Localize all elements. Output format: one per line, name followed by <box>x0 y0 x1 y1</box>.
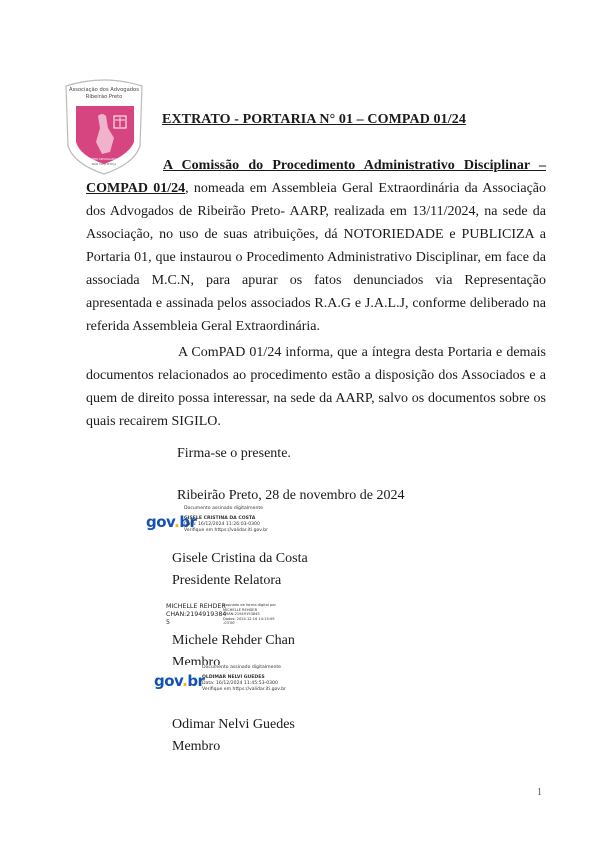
signer-role-3: Membro <box>172 739 221 754</box>
document-title: EXTRATO - PORTARIA N° 01 – COMPAD 01/24 <box>162 112 466 127</box>
stamp-header: Documento assinado digitalmente <box>202 665 281 670</box>
stamp-left-3: 5 <box>166 619 171 626</box>
logo-motto-1: SEM ADVOGADO <box>91 157 117 161</box>
signer-name-2: Michele Rehder Chan <box>172 633 295 648</box>
stamp-left-1: MICHELLE REHDER <box>166 603 226 610</box>
logo-org-bottom: Ribeirão Preto <box>85 94 123 100</box>
stamp-right-3: CHAN:21949193845 <box>223 612 260 617</box>
paragraph-1 <box>86 154 546 338</box>
stamp-header: Documento assinado digitalmente <box>184 506 263 511</box>
stamp-left-2: CHAN:2194919384 <box>166 611 227 618</box>
stamp-right-5: -03'00' <box>223 621 236 626</box>
paragraph-2: A ComPAD 01/24 informa, que a íntegra desta Portaria e demais documentos relacionados ao procedimento estão a disposição dos Associados e a quem de direito possa interessar, na sede da AARP, salvo os documentos sobre os quais recairem SIGILO. <box>86 345 546 429</box>
paragraph-1-text: , nomeada em Assembleia Geral Extraordinária da Associação dos Advogados de Ribeirão Preto- AARP, realizada em 13/11/2024, na sede da Associação, no uso de suas atribuições, dá NOTORIEDADE e PUBLICIZA a Portaria 01, que instaurou o Procedimento Administrativo Disciplinar, em face da associada M.C.N, para apurar os fatos denunciados via Representação apresentada e assinada pelos associados R.A.G e J.A.L.J, conforme deliberado na referida Assembleia Geral Extraordinária. <box>86 181 547 334</box>
signer-name-1: Gisele Cristina da Costa <box>172 551 308 566</box>
govbr-logo-icon: gov.br <box>146 513 197 531</box>
logo-org-top: Associação dos Advogados <box>69 87 139 93</box>
stamp-right-1: Assinado de forma digital por <box>223 603 276 607</box>
page-number: 1 <box>537 787 542 798</box>
signer-role-2: Membro <box>172 655 221 665</box>
signer-name-3: Odimar Nelvi Guedes <box>172 717 295 732</box>
stamp-right-4: Dados: 2024.12.16 14:15:09 <box>223 616 275 621</box>
stamp-verify-link[interactable]: Verifique em https://validar.iti.gov.br <box>202 687 286 692</box>
paragraph-1-lead: A Comissão do Procedimento Administrativo Disciplinar – COMPAD 01/24 <box>86 158 546 196</box>
digital-signature-stamp-3 <box>154 664 354 700</box>
closing-text: Firma-se o presente. <box>177 446 291 461</box>
logo-motto-2: NÃO HÁ JUSTIÇA <box>91 162 117 166</box>
stamp-signer: OLDIMAR NELVI GUEDES <box>202 675 265 680</box>
digital-signature-stamp-1 <box>146 506 346 542</box>
signer-role-1: Presidente Relatora <box>172 573 282 588</box>
govbr-logo-icon: gov.br <box>154 672 205 690</box>
stamp-verify-link[interactable]: Verifique em https://validar.iti.gov.br <box>184 528 268 533</box>
stamp-right-2: MICHELLE REHDER <box>223 607 258 612</box>
stamp-date: Data: 16/12/2024 11:45:53-0300 <box>202 681 278 686</box>
stamp-date: Data: 16/12/2024 11:26:03-0300 <box>184 522 260 527</box>
stamp-signer: GISELE CRISTINA DA COSTA <box>184 516 256 521</box>
place-date: Ribeirão Preto, 28 de novembro de 2024 <box>177 488 405 503</box>
digital-signature-stamp-2 <box>166 603 286 633</box>
